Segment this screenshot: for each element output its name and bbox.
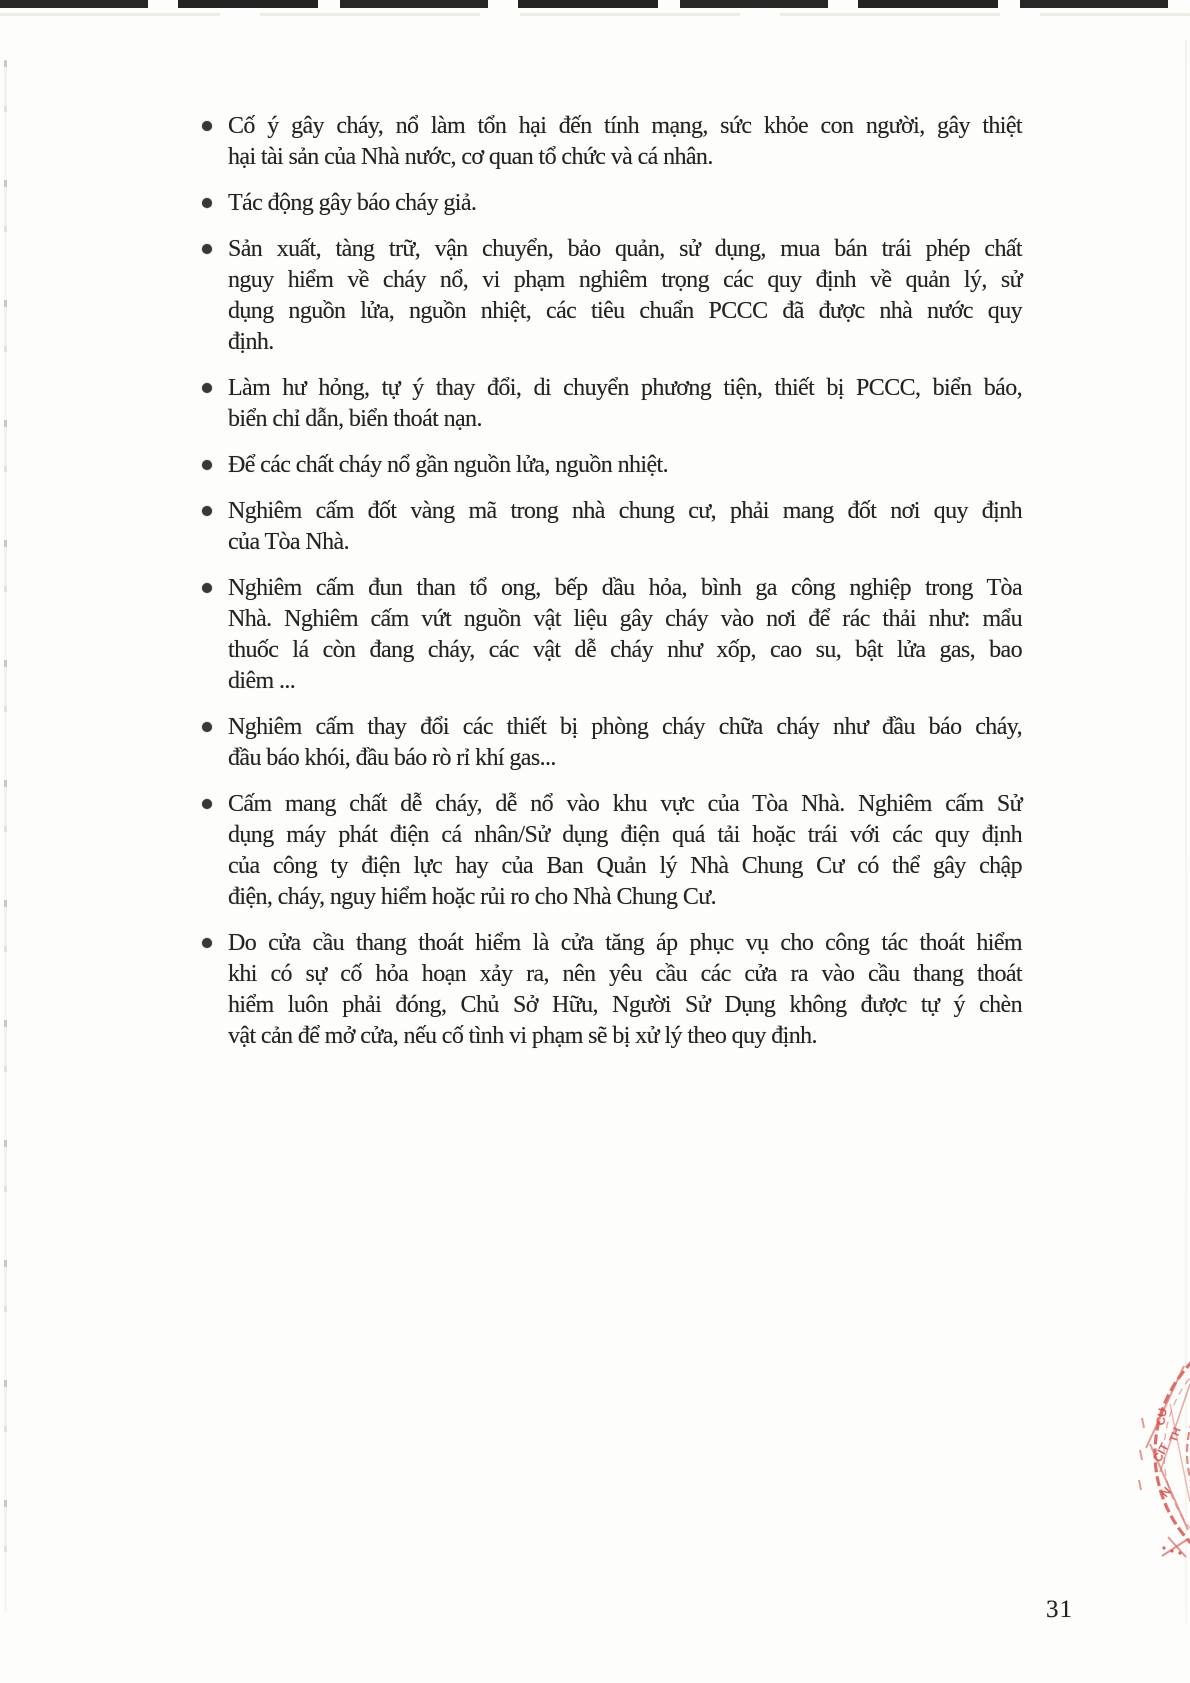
- bullet-icon: [202, 383, 212, 393]
- text-line: nguy hiểm về cháy nổ, vi phạm nghiêm trọng các quy định về quản lý, sử: [228, 267, 1022, 293]
- text-line: hiểm luôn phải đóng, Chủ Sở Hữu, Người Sử Dụng không được tự ý chèn: [228, 992, 1022, 1018]
- bullet-icon: [202, 583, 212, 593]
- text-line: khi có sự cố hỏa hoạn xảy ra, nên yêu cầu các cửa ra vào cầu thang thoát: [228, 961, 1022, 987]
- text-line: định.: [228, 329, 274, 355]
- stamp-text-fragment: CIT: [1150, 1440, 1172, 1465]
- text-line: Sản xuất, tàng trữ, vận chuyển, bảo quản, sử dụng, mua bán trái phép chất: [228, 236, 1022, 262]
- text-line: thuốc lá còn đang cháy, các vật dễ cháy như xốp, cao su, bật lửa gas, bao: [228, 637, 1022, 663]
- red-seal-stamp: [1080, 1350, 1190, 1565]
- scan-border-top-faint: [0, 13, 1190, 16]
- text-line: vật cản để mở cửa, nếu cố tình vi phạm sẽ bị xử lý theo quy định.: [228, 1023, 817, 1049]
- bullet-list: [228, 111, 1022, 1052]
- page-number: 31: [1046, 1596, 1073, 1623]
- text-line: Nghiêm cấm thay đổi các thiết bị phòng cháy chữa cháy như đầu báo cháy,: [228, 714, 1022, 740]
- list-item: [228, 573, 1022, 697]
- text-line: đầu báo khói, đầu báo rò rỉ khí gas...: [228, 745, 556, 771]
- text-line: hại tài sản của Nhà nước, cơ quan tổ chức và cá nhân.: [228, 144, 713, 170]
- text-line: Làm hư hỏng, tự ý thay đổi, di chuyển phương tiện, thiết bị PCCC, biển báo,: [228, 375, 1022, 401]
- bullet-icon: [202, 121, 212, 131]
- text-line: Nhà. Nghiêm cấm vứt nguồn vật liệu gây cháy vào nơi để rác thải như: mẩu: [228, 606, 1022, 632]
- scan-edge-left: [4, 60, 7, 1613]
- text-line: Tác động gây báo cháy giả.: [228, 190, 477, 216]
- stamp-text-fragment: N: [1157, 1484, 1175, 1501]
- text-line: Nghiêm cấm đun than tổ ong, bếp dầu hỏa, bình ga công nghiệp trong Tòa: [228, 575, 1022, 601]
- scan-edge-right: [1185, 40, 1187, 1623]
- text-line: biển chỉ dẫn, biển thoát nạn.: [228, 406, 482, 432]
- text-line: dụng máy phát điện cá nhân/Sử dụng điện quá tải hoặc trái với các quy định: [228, 822, 1022, 848]
- list-item: [228, 188, 1022, 219]
- text-line: Nghiêm cấm đốt vàng mã trong nhà chung cư, phải mang đốt nơi quy định: [228, 498, 1022, 524]
- bullet-list-section: [228, 111, 1022, 1067]
- stamp-text-fragment: TH: [1167, 1426, 1184, 1445]
- list-item: [228, 111, 1022, 173]
- text-line: Cấm mang chất dễ cháy, dễ nổ vào khu vực của Tòa Nhà. Nghiêm cấm Sử: [228, 791, 1022, 817]
- text-line: Cố ý gây cháy, nổ làm tổn hại đến tính mạng, sức khỏe con người, gây thiệt: [228, 113, 1022, 139]
- bullet-icon: [202, 460, 212, 470]
- bullet-icon: [202, 244, 212, 254]
- text-line: điện, cháy, nguy hiểm hoặc rủi ro cho Nhà Chung Cư.: [228, 884, 717, 910]
- list-item: [228, 450, 1022, 481]
- list-item: [228, 789, 1022, 913]
- list-item: [228, 928, 1022, 1052]
- text-line: dụng nguồn lửa, nguồn nhiệt, các tiêu chuẩn PCCC đã được nhà nước quy: [228, 298, 1022, 324]
- list-item: [228, 373, 1022, 435]
- bullet-icon: [202, 198, 212, 208]
- text-line: Do cửa cầu thang thoát hiểm là cửa tăng áp phục vụ cho công tác thoát hiểm: [228, 930, 1022, 956]
- text-line: của công ty điện lực hay của Ban Quản lý Nhà Chung Cư có thể gây chập: [228, 853, 1022, 879]
- bullet-icon: [202, 938, 212, 948]
- list-item: [228, 712, 1022, 774]
- text-line: của Tòa Nhà.: [228, 529, 349, 555]
- bullet-icon: [202, 506, 212, 516]
- text-line: diêm ...: [228, 668, 296, 694]
- bullet-icon: [202, 799, 212, 809]
- bullet-icon: [202, 722, 212, 732]
- scan-border-top: [0, 0, 1190, 8]
- text-line: Để các chất cháy nổ gần nguồn lửa, nguồn nhiệt.: [228, 452, 668, 478]
- list-item: [228, 496, 1022, 558]
- list-item: [228, 234, 1022, 358]
- stamp-text-fragment: CU: [1153, 1407, 1170, 1427]
